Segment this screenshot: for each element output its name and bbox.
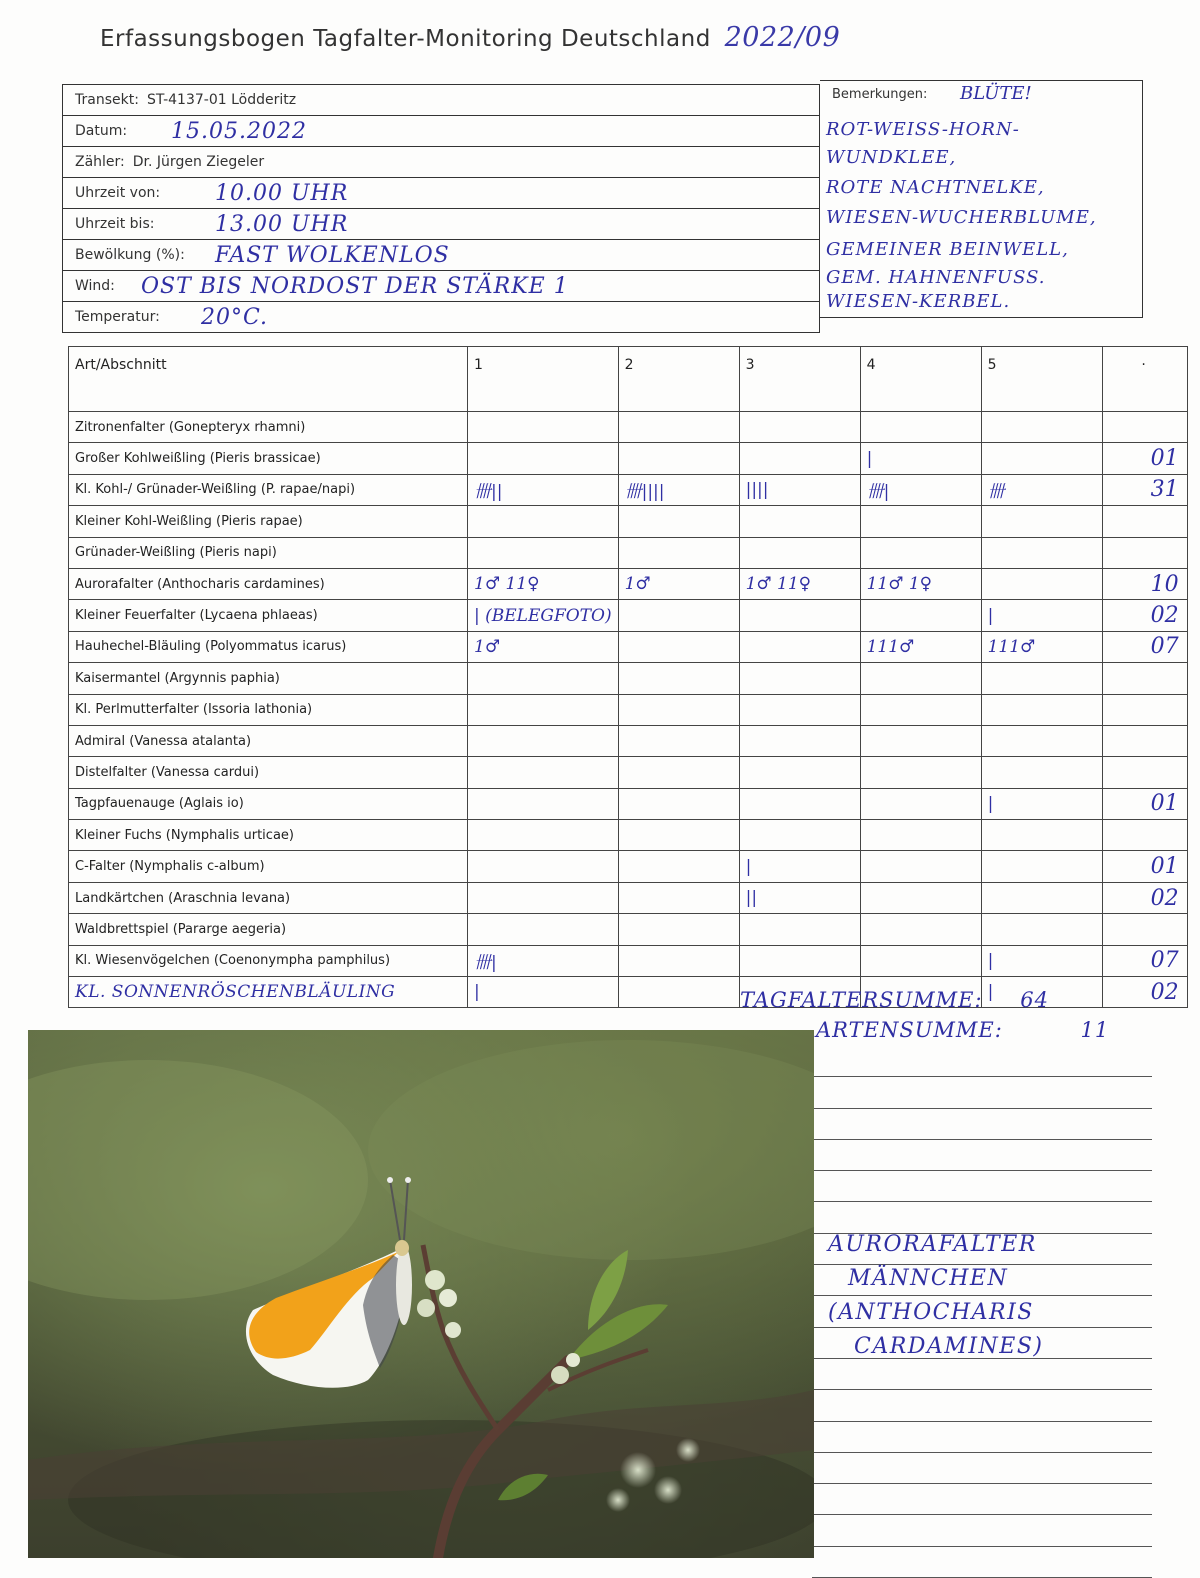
count-section-3[interactable] [739, 506, 860, 537]
date-label: Datum: [75, 123, 128, 139]
form-code: 2022/09 [724, 22, 841, 53]
count-table [68, 346, 1188, 1008]
ruled-line [812, 1484, 1152, 1515]
table-row [69, 506, 1188, 537]
count-section-2[interactable]: 卌|||| [618, 474, 739, 505]
row-sum[interactable]: 01 [1102, 788, 1187, 819]
butterfly-total-label: TAGFALTERSUMME: [740, 988, 983, 1012]
count-section-1[interactable] [468, 757, 619, 788]
count-section-4[interactable] [860, 851, 981, 882]
count-section-5[interactable]: 卌 [981, 474, 1102, 505]
wind-value[interactable]: OST BIS NORDOST DER STÄRKE 1 [141, 273, 569, 299]
row-sum[interactable] [1102, 506, 1187, 537]
count-section-1[interactable] [468, 694, 619, 725]
header-section-2: 2 [618, 347, 739, 412]
count-section-1[interactable]: | (BELEGFOTO) [468, 600, 619, 631]
count-section-5[interactable] [981, 694, 1102, 725]
count-section-4[interactable] [860, 537, 981, 568]
remarks-box [820, 80, 1143, 318]
count-section-2[interactable] [618, 443, 739, 474]
species-name: Waldbrettspiel (Pararge aegeria) [69, 914, 468, 945]
count-section-2[interactable] [618, 663, 739, 694]
count-section-2[interactable] [618, 506, 739, 537]
count-section-3[interactable] [739, 443, 860, 474]
temperature-value[interactable]: 20°C. [201, 304, 269, 330]
count-section-2[interactable] [618, 537, 739, 568]
table-row [69, 694, 1188, 725]
counter-row [62, 146, 820, 177]
butterfly-illustration [28, 1030, 814, 1558]
table-row [69, 568, 1188, 599]
species-name: C-Falter (Nymphalis c-album) [69, 851, 468, 882]
transect-label: Transekt: [75, 92, 139, 108]
row-sum[interactable]: 01 [1102, 851, 1187, 882]
remarks-label: Bemerkungen: [832, 87, 928, 102]
table-row [69, 725, 1188, 756]
count-section-5[interactable] [981, 820, 1102, 851]
count-section-5[interactable]: | [981, 600, 1102, 631]
row-sum[interactable]: 02 [1102, 977, 1187, 1008]
species-name: Kl. Wiesenvögelchen (Coenonympha pamphilus) [69, 945, 468, 976]
form-title-text: Erfassungsbogen Tagfalter-Monitoring Deutschland [100, 26, 711, 52]
count-section-4[interactable]: 11♂ 1♀ [860, 568, 981, 599]
counter-label: Zähler: [75, 154, 125, 170]
count-section-5[interactable] [981, 506, 1102, 537]
count-section-2[interactable] [618, 757, 739, 788]
count-section-3[interactable] [739, 788, 860, 819]
count-section-1[interactable] [468, 882, 619, 913]
header-section-3: 3 [739, 347, 860, 412]
count-section-2[interactable] [618, 631, 739, 662]
caption-line: MÄNNCHEN [848, 1266, 1009, 1291]
header-section-1: 1 [468, 347, 619, 412]
species-name: KL. SONNENRÖSCHENBLÄULING [69, 977, 468, 1008]
time-from-row [62, 177, 820, 208]
species-total-value: 11 [1080, 1018, 1110, 1042]
header-fields [62, 84, 820, 333]
ruled-line [812, 1171, 1152, 1202]
wind-row [62, 270, 820, 301]
time-from-value[interactable]: 10.00 UHR [215, 180, 349, 206]
row-sum[interactable]: 31 [1102, 474, 1187, 505]
species-name: Kl. Perlmutterfalter (Issoria lathonia) [69, 694, 468, 725]
species-total [816, 1018, 1109, 1042]
species-name: Hauhechel-Bläuling (Polyommatus icarus) [69, 631, 468, 662]
count-section-2[interactable] [618, 882, 739, 913]
ruled-line [812, 1109, 1152, 1140]
table-row [69, 788, 1188, 819]
row-sum[interactable] [1102, 914, 1187, 945]
butterfly-total [740, 988, 1049, 1012]
count-section-5[interactable] [981, 568, 1102, 599]
remarks-heading: BLÜTE! [960, 83, 1032, 104]
species-name: Aurorafalter (Anthocharis cardamines) [69, 568, 468, 599]
count-section-1[interactable]: 1♂ [468, 631, 619, 662]
species-name: Tagpfauenauge (Aglais io) [69, 788, 468, 819]
clouds-value[interactable]: FAST WOLKENLOS [215, 242, 450, 268]
count-section-3[interactable]: 1♂ 11♀ [739, 568, 860, 599]
species-total-label: ARTENSUMME: [816, 1018, 1003, 1042]
count-section-2[interactable] [618, 788, 739, 819]
transect-value[interactable]: ST-4137-01 Lödderitz [146, 92, 297, 108]
species-name: Großer Kohlweißling (Pieris brassicae) [69, 443, 468, 474]
count-section-4[interactable] [860, 882, 981, 913]
count-section-5[interactable] [981, 537, 1102, 568]
species-name: Kleiner Fuchs (Nymphalis urticae) [69, 820, 468, 851]
photo-caption [828, 1228, 1044, 1364]
date-value[interactable]: 15.05.2022 [171, 118, 307, 144]
count-section-3[interactable] [739, 725, 860, 756]
row-sum[interactable] [1102, 694, 1187, 725]
count-section-4[interactable] [860, 757, 981, 788]
count-section-4[interactable] [860, 914, 981, 945]
count-section-4[interactable] [860, 725, 981, 756]
clouds-label: Bewölkung (%): [75, 247, 185, 263]
caption-line: AURORAFALTER [828, 1232, 1037, 1257]
species-name: Grünader-Weißling (Pieris napi) [69, 537, 468, 568]
count-section-2[interactable] [618, 945, 739, 976]
count-section-1[interactable] [468, 820, 619, 851]
count-section-4[interactable] [860, 820, 981, 851]
row-sum[interactable] [1102, 757, 1187, 788]
count-section-4[interactable] [860, 412, 981, 443]
row-sum[interactable] [1102, 663, 1187, 694]
species-name: Kleiner Kohl-Weißling (Pieris rapae) [69, 506, 468, 537]
count-section-3[interactable] [739, 600, 860, 631]
count-section-3[interactable]: | [739, 851, 860, 882]
temperature-row [62, 301, 820, 333]
row-sum[interactable] [1102, 820, 1187, 851]
count-section-3[interactable]: |||| [739, 474, 860, 505]
remarks-line: WIESEN-WUCHERBLUME, [826, 207, 1097, 228]
count-section-1[interactable] [468, 412, 619, 443]
transect-row [62, 84, 820, 115]
row-sum[interactable] [1102, 725, 1187, 756]
row-sum[interactable]: 01 [1102, 443, 1187, 474]
count-section-4[interactable] [860, 945, 981, 976]
count-section-4[interactable] [860, 506, 981, 537]
table-row [69, 820, 1188, 851]
date-row [62, 115, 820, 146]
count-section-3[interactable] [739, 412, 860, 443]
header-section-5: 5 [981, 347, 1102, 412]
count-section-1[interactable] [468, 788, 619, 819]
count-section-1[interactable] [468, 725, 619, 756]
row-sum[interactable]: 02 [1102, 600, 1187, 631]
table-row [69, 851, 1188, 882]
butterfly-total-value: 64 [1020, 988, 1050, 1012]
table-row [69, 663, 1188, 694]
count-section-4[interactable]: 卌| [860, 474, 981, 505]
ruled-line [812, 1077, 1152, 1108]
table-row [69, 537, 1188, 568]
header-sum: · [1102, 347, 1187, 412]
count-section-1[interactable]: | [468, 977, 619, 1008]
species-name: Kaisermantel (Argynnis paphia) [69, 663, 468, 694]
count-section-3[interactable]: || [739, 882, 860, 913]
temperature-label: Temperatur: [75, 309, 160, 325]
count-section-5[interactable]: 111♂ [981, 631, 1102, 662]
count-section-1[interactable] [468, 851, 619, 882]
table-row [69, 914, 1188, 945]
count-section-3[interactable] [739, 820, 860, 851]
caption-line: (ANTHOCHARIS [828, 1300, 1034, 1325]
time-from-label: Uhrzeit von: [75, 185, 161, 201]
wind-label: Wind: [75, 278, 115, 294]
count-section-3[interactable] [739, 631, 860, 662]
ruled-line [812, 1046, 1152, 1077]
count-section-5[interactable]: | [981, 977, 1102, 1008]
table-row [69, 757, 1188, 788]
row-sum[interactable] [1102, 412, 1187, 443]
ruled-line [812, 1422, 1152, 1453]
count-section-5[interactable]: | [981, 945, 1102, 976]
count-section-2[interactable] [618, 725, 739, 756]
remarks-line: WIESEN-KERBEL. [826, 291, 1011, 312]
remarks-line: GEMEINER BEINWELL, [826, 239, 1069, 260]
butterfly-photo [28, 1030, 814, 1558]
count-section-1[interactable]: 1♂ 11♀ [468, 568, 619, 599]
table-row [69, 631, 1188, 662]
count-section-5[interactable] [981, 882, 1102, 913]
table-header-row [69, 347, 1188, 412]
count-section-2[interactable]: 1♂ [618, 568, 739, 599]
count-section-1[interactable] [468, 443, 619, 474]
header-section-4: 4 [860, 347, 981, 412]
count-section-1[interactable]: 卌| [468, 945, 619, 976]
clouds-row [62, 239, 820, 270]
time-to-label: Uhrzeit bis: [75, 216, 155, 232]
count-section-1[interactable] [468, 537, 619, 568]
count-section-4[interactable] [860, 788, 981, 819]
count-section-3[interactable] [739, 663, 860, 694]
table-row [69, 412, 1188, 443]
count-section-2[interactable] [618, 412, 739, 443]
table-row [69, 474, 1188, 505]
count-section-1[interactable] [468, 663, 619, 694]
count-section-4[interactable] [860, 663, 981, 694]
remarks-line: GEM. HAHNENFUSS. [826, 267, 1046, 288]
count-section-1[interactable] [468, 914, 619, 945]
species-name: Distelfalter (Vanessa cardui) [69, 757, 468, 788]
row-sum[interactable]: 07 [1102, 945, 1187, 976]
species-name: Kleiner Feuerfalter (Lycaena phlaeas) [69, 600, 468, 631]
table-row [69, 600, 1188, 631]
count-section-5[interactable]: | [981, 788, 1102, 819]
count-section-2[interactable] [618, 600, 739, 631]
form-title [100, 22, 840, 53]
count-section-5[interactable] [981, 412, 1102, 443]
caption-line: CARDAMINES) [854, 1334, 1044, 1359]
header-species: Art/Abschnitt [69, 347, 468, 412]
count-section-1[interactable]: 卌|| [468, 474, 619, 505]
species-name: Landkärtchen (Araschnia levana) [69, 882, 468, 913]
species-name: Admiral (Vanessa atalanta) [69, 725, 468, 756]
count-section-2[interactable] [618, 977, 739, 1008]
row-sum[interactable]: 02 [1102, 882, 1187, 913]
count-section-2[interactable] [618, 851, 739, 882]
table-row [69, 882, 1188, 913]
ruled-line [812, 1140, 1152, 1171]
ruled-line [812, 1547, 1152, 1578]
count-section-5[interactable] [981, 725, 1102, 756]
count-section-3[interactable] [739, 945, 860, 976]
count-section-5[interactable] [981, 914, 1102, 945]
count-section-5[interactable] [981, 443, 1102, 474]
count-section-3[interactable] [739, 537, 860, 568]
count-section-3[interactable] [739, 694, 860, 725]
count-section-2[interactable] [618, 694, 739, 725]
remarks-line: ROT-WEISS-HORN- [826, 119, 1020, 140]
row-sum[interactable] [1102, 537, 1187, 568]
row-sum[interactable]: 07 [1102, 631, 1187, 662]
count-section-1[interactable] [468, 506, 619, 537]
count-section-3[interactable] [739, 914, 860, 945]
count-section-5[interactable] [981, 663, 1102, 694]
table-row [69, 945, 1188, 976]
count-section-2[interactable] [618, 914, 739, 945]
time-to-row [62, 208, 820, 239]
row-sum[interactable]: 10 [1102, 568, 1187, 599]
ruled-line [812, 1515, 1152, 1546]
ruled-line [812, 1390, 1152, 1421]
remarks-line: WUNDKLEE, [826, 147, 957, 168]
remarks-line: ROTE NACHTNELKE, [826, 177, 1045, 198]
count-section-5[interactable] [981, 757, 1102, 788]
count-section-3[interactable] [739, 757, 860, 788]
count-section-4[interactable] [860, 600, 981, 631]
ruled-line [812, 1453, 1152, 1484]
species-name: Kl. Kohl-/ Grünader-Weißling (P. rapae/napi) [69, 474, 468, 505]
time-to-value[interactable]: 13.00 UHR [215, 211, 349, 237]
table-row [69, 443, 1188, 474]
count-section-5[interactable] [981, 851, 1102, 882]
counter-value[interactable]: Dr. Jürgen Ziegeler [132, 154, 265, 170]
count-section-4[interactable] [860, 694, 981, 725]
count-section-4[interactable]: 111♂ [860, 631, 981, 662]
count-section-2[interactable] [618, 820, 739, 851]
count-section-4[interactable]: | [860, 443, 981, 474]
species-name: Zitronenfalter (Gonepteryx rhamni) [69, 412, 468, 443]
